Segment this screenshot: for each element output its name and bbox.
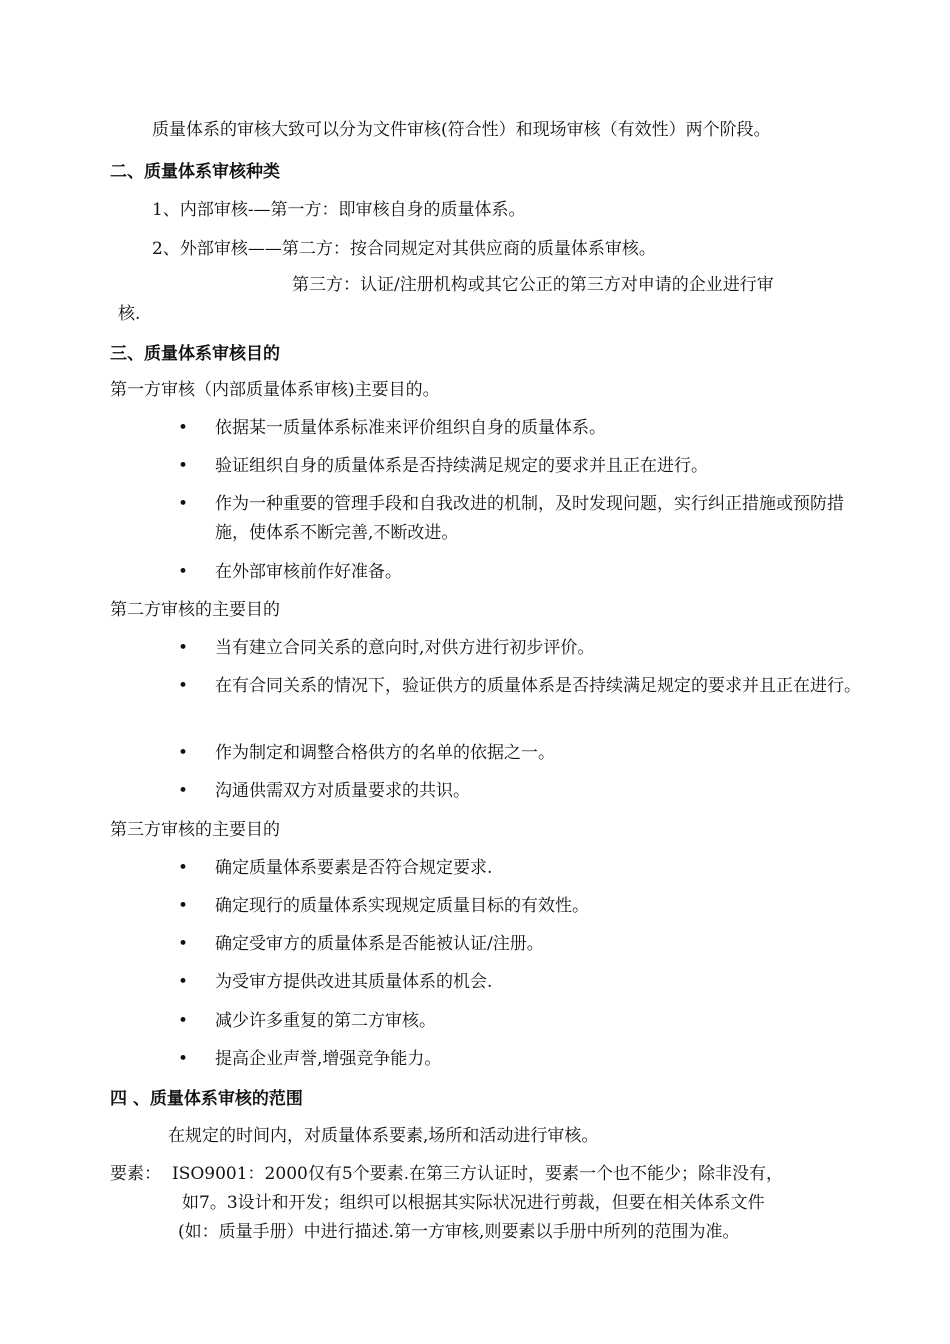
third-party-title: 第三方审核的主要目的 [110,820,280,840]
bullet-icon: • [178,562,189,582]
bullet-icon: • [178,896,189,916]
bullet-icon: • [178,676,189,696]
bullet-icon: • [178,934,189,954]
bullet-icon: • [178,781,189,801]
list-item: • 作为制定和调整合格供方的名单的依据之一。 [178,739,868,768]
elements-text-line2: 如7。3设计和开发；组织可以根据其实际状况进行剪裁，但要在相关体系文件 [182,1193,765,1213]
bullet-icon: • [178,456,189,476]
bullet-icon: • [178,638,189,658]
scope-paragraph: 在规定的时间内，对质量体系要素,场所和活动进行审核。 [168,1126,599,1146]
list-item: • 确定质量体系要素是否符合规定要求. [178,854,868,883]
audit-type-external-third: 第三方：认证/注册机构或其它公正的第三方对申请的企业进行审 [292,275,774,295]
bullet-icon: • [178,858,189,878]
elements-label: 要素： [110,1164,161,1184]
list-item: • 确定现行的质量体系实现规定质量目标的有效性。 [178,892,868,921]
elements-text-line3: (如：质量手册）中进行描述.第一方审核,则要素以手册中所列的范围为准。 [178,1222,740,1242]
bullet-icon: • [178,1011,189,1031]
list-item: • 提高企业声誉,增强竞争能力。 [178,1045,868,1074]
list-item: • 在外部审核前作好准备。 [178,558,868,587]
intro-paragraph: 质量体系的审核大致可以分为文件审核(符合性）和现场审核（有效性）两个阶段。 [152,120,771,140]
list-item: • 减少许多重复的第二方审核。 [178,1007,868,1036]
list-item: • 为受审方提供改进其质量体系的机会. [178,968,868,997]
bullet-icon: • [178,972,189,992]
audit-type-internal: 1、内部审核-—第一方：即审核自身的质量体系。 [152,200,526,220]
section-heading-audit-purpose: 三、质量体系审核目的 [110,344,280,364]
list-item: • 当有建立合同关系的意向时,对供方进行初步评价。 [178,634,868,663]
list-item: • 在有合同关系的情况下，验证供方的质量体系是否持续满足规定的要求并且正在进行。 [178,672,868,730]
audit-type-external-second: 2、外部审核——第二方：按合同规定对其供应商的质量体系审核。 [152,239,656,259]
elements-text-line1: ISO9001：2000仅有5个要素.在第三方认证时，要素一个也不能少；除非没有， [172,1164,784,1184]
bullet-icon: • [178,1049,189,1069]
bullet-icon: • [178,418,189,438]
list-item: • 依据某一质量体系标准来评价组织自身的质量体系。 [178,414,868,443]
list-item: • 确定受审方的质量体系是否能被认证/注册。 [178,930,868,959]
section-heading-audit-types: 二、质量体系审核种类 [110,162,280,182]
list-item: • 验证组织自身的质量体系是否持续满足规定的要求并且正在进行。 [178,452,868,481]
audit-type-external-third-cont: 核. [118,304,141,324]
section-heading-audit-scope: 四 、质量体系审核的范围 [110,1089,303,1109]
bullet-icon: • [178,494,189,514]
bullet-icon: • [178,743,189,763]
list-item: • 沟通供需双方对质量要求的共识。 [178,777,868,806]
list-item: • 作为一种重要的管理手段和自我改进的机制，及时发现问题，实行纠正措施或预防措施，使体系不断完善,不断改进。 [178,490,868,548]
second-party-title: 第二方审核的主要目的 [110,600,280,620]
first-party-title: 第一方审核（内部质量体系审核)主要目的。 [110,380,440,400]
